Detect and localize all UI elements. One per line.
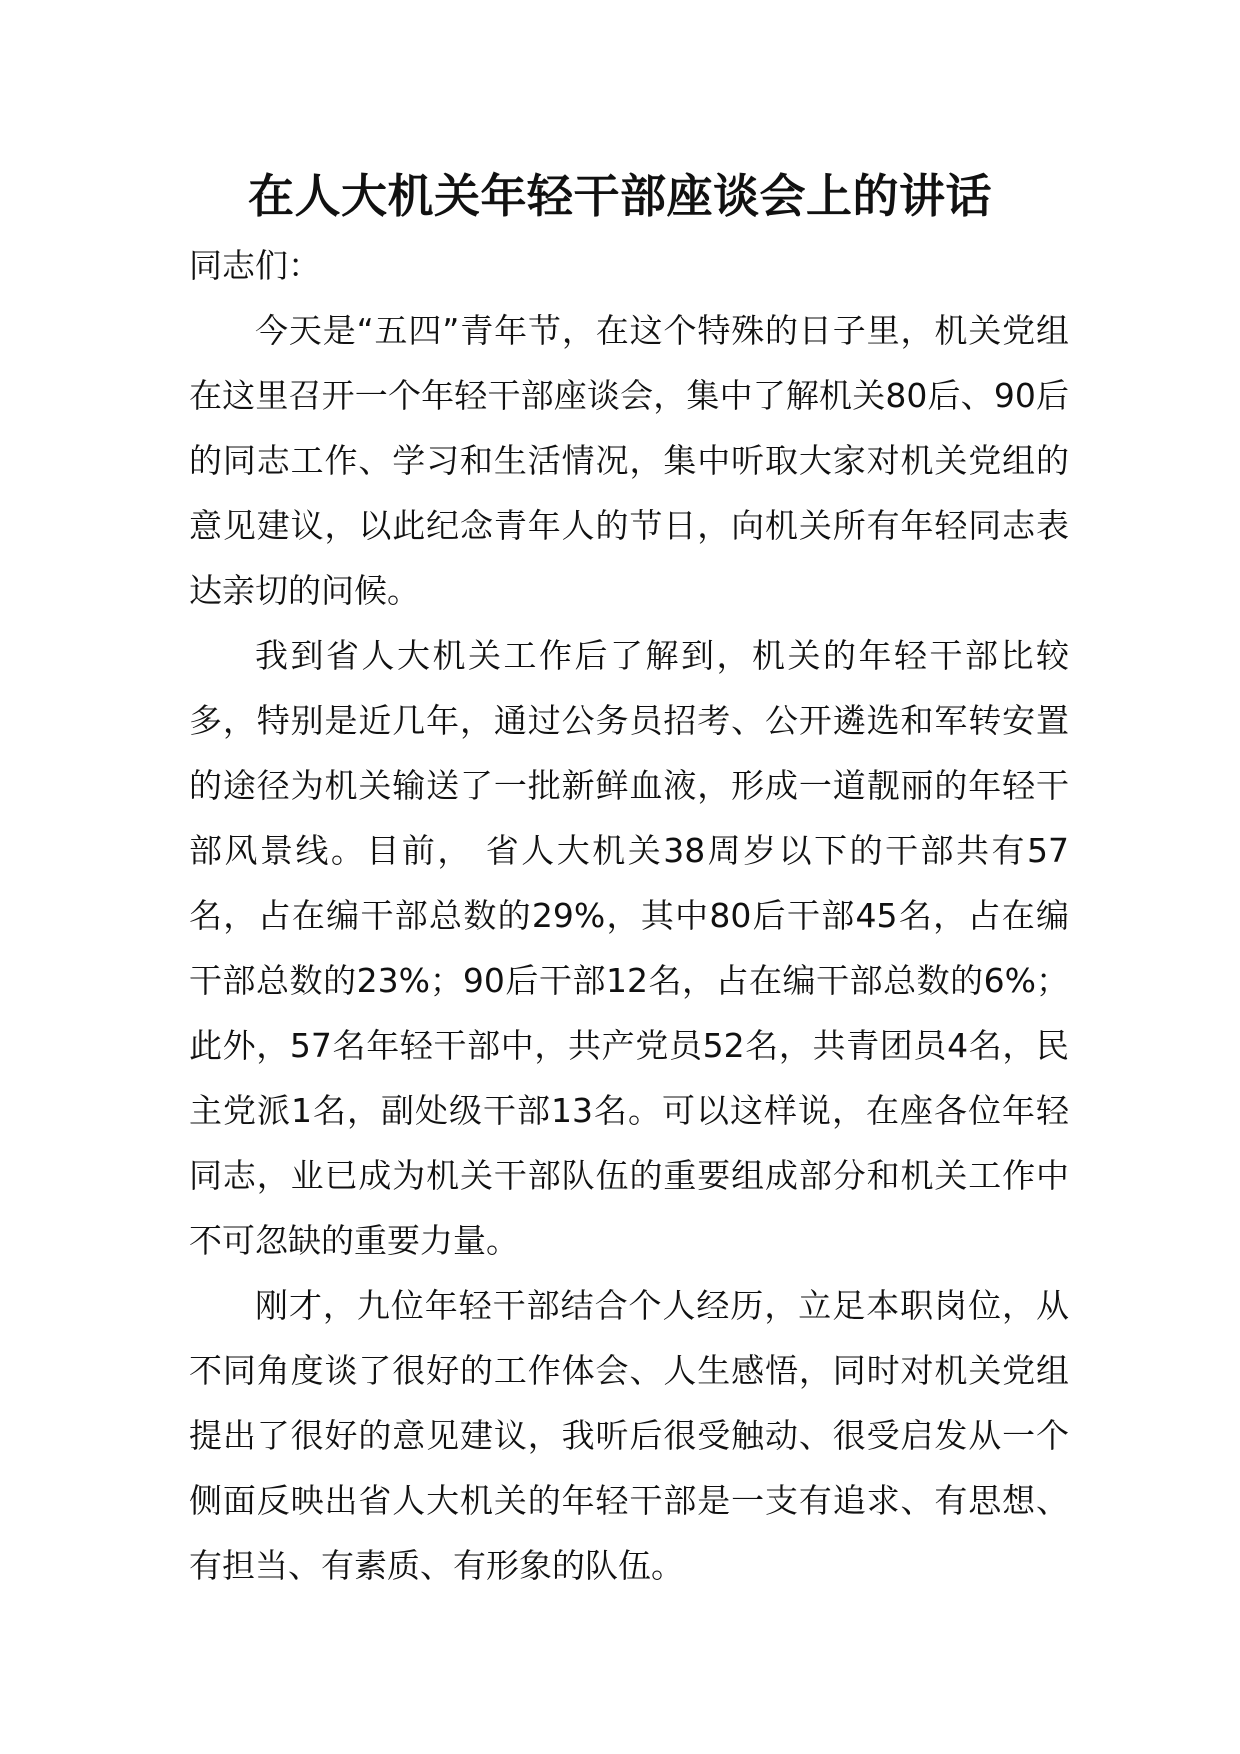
document-body: [189, 233, 1069, 1598]
paragraph-reflection: 刚才，九位年轻干部结合个人经历，立足本职岗位，从不同角度谈了很好的工作体会、人生感悟，同时对机关党组提出了很好的意见建议，我听后很受触动、很受启发从一个侧面反映出省人大机关的年轻干部是一支有追求、有思想、有担当、有素质、有形象的队伍。: [189, 1286, 1069, 1585]
paragraph-statistics: 我到省人大机关工作后了解到，机关的年轻干部比较多，特别是近几年，通过公务员招考、公开遴选和军转安置的途径为机关输送了一批新鲜血液，形成一道靓丽的年轻干部风景线。目前， 省人大机关38周岁以下的干部共有57名，占在编干部总数的29%，其中80后干部45名，占在编干部总数的23%；90后干部12名，占在编干部总数的6%；此外，57名年轻干部中，共产党员52名，共青团员4名，民主党派1名，副处级干部13名。可以这样说，在座各位年轻同志，业已成为机关干部队伍的重要组成部分和机关工作中不可忽缺的重要力量。: [189, 636, 1069, 1260]
salutation: 同志们：: [189, 246, 321, 285]
document-title: 在人大机关年轻干部座谈会上的讲话: [248, 169, 992, 223]
paragraph-greeting: 今天是“五四”青年节，在这个特殊的日子里，机关党组在这里召开一个年轻干部座谈会，集中了解机关80后、90后的同志工作、学习和生活情况，集中听取大家对机关党组的意见建议，以此纪念青年人的节日，向机关所有年轻同志表达亲切的问候。: [189, 311, 1069, 610]
